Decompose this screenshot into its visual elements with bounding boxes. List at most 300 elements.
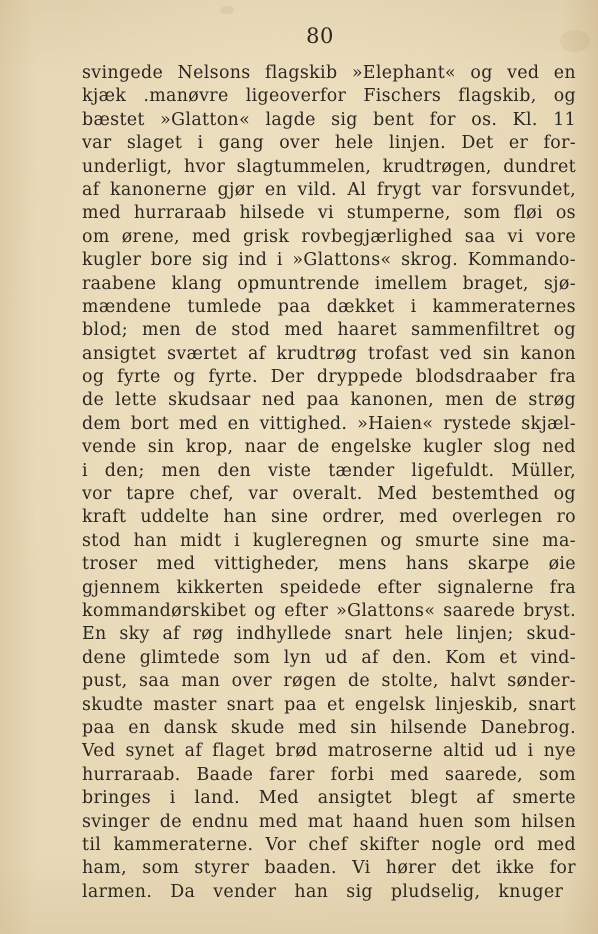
word: saa: [138, 671, 170, 692]
word: men: [161, 460, 201, 481]
word: naar: [244, 437, 287, 458]
text-line: [82, 109, 576, 132]
word: i: [527, 741, 534, 762]
word: som: [463, 203, 501, 224]
word: skarpe: [467, 554, 530, 575]
word: og: [553, 320, 576, 341]
word: stolte,: [381, 671, 439, 692]
word: Kom: [445, 647, 486, 668]
word: øie: [548, 554, 576, 575]
word: røg: [192, 624, 224, 645]
word: larmen.: [82, 881, 153, 902]
word: af: [248, 343, 266, 364]
word: han: [133, 530, 168, 551]
word: slagtummelen,: [236, 156, 372, 177]
word: vind-: [530, 647, 576, 668]
text-line: [82, 600, 576, 623]
word: fra: [549, 577, 576, 598]
word: vende: [82, 437, 137, 458]
word: 11: [553, 109, 576, 130]
body-text: [82, 62, 576, 904]
word: den.: [392, 647, 432, 668]
text-line: [82, 670, 576, 693]
text-line: [82, 764, 576, 787]
word: man: [181, 671, 221, 692]
word: smerte: [512, 788, 576, 809]
word: paa: [306, 390, 340, 411]
word: de: [159, 811, 182, 832]
word: haand: [352, 811, 409, 832]
word: styrer: [194, 858, 250, 879]
word: flagskib: [264, 63, 338, 83]
word: ma-: [542, 530, 576, 551]
word: ud: [324, 647, 348, 668]
word: hurraraab: [133, 203, 227, 224]
word: snart: [226, 694, 275, 715]
word: land.: [194, 788, 240, 809]
word: og: [82, 367, 105, 388]
word: os: [555, 203, 576, 224]
word: i: [276, 250, 283, 271]
word: overlegen: [452, 507, 543, 528]
text-line: [82, 273, 576, 296]
word: blegt: [410, 788, 458, 809]
word: i: [410, 296, 417, 317]
word: Al: [347, 179, 367, 200]
text-line: [82, 483, 576, 506]
word: »Glattons«: [292, 250, 392, 271]
word: en: [264, 179, 288, 200]
word: fløi: [513, 203, 543, 224]
word: imellem: [374, 273, 448, 294]
text-line: [82, 85, 576, 108]
word: snart: [528, 694, 576, 715]
word: gang: [218, 133, 264, 154]
word: hele: [404, 624, 444, 645]
word: kugler: [423, 437, 483, 458]
word: fyrte.: [208, 367, 258, 388]
word: altid: [443, 741, 485, 762]
word: dryppede: [316, 367, 403, 388]
word: synet: [125, 741, 175, 762]
word: Danebrog.: [480, 717, 576, 738]
word: den: [217, 460, 252, 481]
text-line: [82, 296, 576, 319]
word: krop,: [185, 437, 234, 458]
word: vor: [82, 484, 112, 505]
word: linjen.: [388, 133, 447, 154]
word: ned: [261, 390, 296, 411]
text-line: [82, 319, 576, 342]
word: lagde: [265, 109, 316, 130]
word: vi: [317, 203, 334, 224]
word: Det: [461, 133, 494, 154]
word: smurte: [415, 530, 480, 551]
word: Nelsons: [177, 63, 251, 83]
word: viste: [267, 460, 312, 481]
word: mændene: [82, 296, 172, 317]
word: ud: [494, 741, 518, 762]
word: til: [82, 834, 102, 855]
word: overalt.: [292, 484, 363, 505]
word: mens: [338, 554, 387, 575]
word: svingede: [82, 63, 164, 83]
word: med: [82, 203, 121, 224]
word: røgen: [283, 671, 337, 692]
word: master: [153, 694, 217, 715]
word: kraft: [82, 507, 127, 528]
text-line: [82, 694, 576, 717]
word: af: [361, 647, 379, 668]
word: skjæl-: [521, 413, 576, 434]
word: vender: [213, 881, 277, 902]
word: pludselig,: [390, 881, 481, 902]
word: ikke: [496, 858, 535, 879]
word: dansk: [163, 717, 218, 738]
word: vild.: [297, 179, 337, 200]
word: i: [169, 788, 176, 809]
word: for-: [543, 133, 576, 154]
word: med: [192, 226, 231, 247]
word: med: [284, 320, 324, 341]
word: og: [380, 530, 403, 551]
word: matroserne: [327, 741, 433, 762]
word: ørene,: [121, 226, 180, 247]
word: forsvundet,: [471, 179, 576, 200]
word: sammenfiltret: [411, 320, 540, 341]
text-line: [82, 249, 576, 272]
word: endnu: [191, 811, 249, 832]
word: af: [476, 788, 494, 809]
word: lyn: [283, 647, 312, 668]
word: glimtede: [139, 647, 221, 668]
text-line: [82, 389, 576, 412]
word: kikkerten: [176, 577, 264, 598]
word: de: [82, 390, 105, 411]
word: en: [227, 413, 250, 434]
word: »Haien«: [357, 413, 434, 434]
word: forbi: [330, 764, 375, 785]
word: underligt,: [82, 156, 173, 177]
text-line: [82, 343, 576, 366]
word: ind: [238, 250, 268, 271]
word: hører: [385, 858, 437, 879]
word: er: [508, 133, 529, 154]
word: sine: [271, 507, 309, 528]
word: efter: [284, 600, 329, 621]
word: fyrte: [117, 367, 161, 388]
word: bort: [130, 413, 170, 434]
page-stain: [220, 6, 234, 14]
word: det: [451, 858, 481, 879]
word: i: [82, 460, 88, 481]
word: Müller,: [511, 460, 576, 481]
word: hans: [405, 554, 449, 575]
word: frygt: [376, 179, 422, 200]
word: og: [553, 86, 576, 107]
word: midt: [179, 530, 222, 551]
word: skud-: [526, 624, 576, 645]
word: krudtrøg: [276, 343, 358, 364]
text-line: [82, 179, 576, 202]
word: krudtrøgen,: [382, 156, 492, 177]
word: paa: [82, 717, 115, 738]
text-line: [82, 647, 576, 670]
word: med: [156, 554, 196, 575]
word: vi: [507, 226, 524, 247]
word: grisk: [243, 226, 290, 247]
text-line: [82, 366, 576, 389]
word: linjen;: [456, 624, 514, 645]
word: kjæk: [82, 86, 127, 107]
word: slog: [493, 437, 531, 458]
word: ordrer,: [322, 507, 386, 528]
word: ligefuldt.: [411, 460, 495, 481]
word: bæstet: [82, 109, 145, 130]
word: kanon: [520, 343, 576, 364]
word: den;: [104, 460, 145, 481]
text-line: [82, 553, 576, 576]
word: brød: [275, 741, 318, 762]
word: farer: [269, 764, 315, 785]
word: de: [347, 671, 371, 692]
word: ved: [507, 63, 540, 83]
word: gjør: [217, 179, 255, 200]
word: ligeoverfor: [245, 86, 347, 107]
word: med: [399, 507, 439, 528]
word: Ved: [82, 741, 116, 762]
text-line: [82, 226, 576, 249]
word: skrog.: [401, 250, 459, 271]
word: for: [549, 858, 576, 879]
word: speidede: [279, 577, 362, 598]
word: sig: [331, 109, 358, 130]
word: hilsen: [521, 811, 576, 832]
text-line: [82, 857, 576, 880]
word: ved: [439, 343, 473, 364]
word: saarede: [443, 600, 516, 621]
word: et: [499, 647, 518, 668]
word: .manøvre: [143, 86, 229, 107]
text-line: [82, 577, 576, 600]
word: »Elephant«: [351, 63, 457, 83]
word: stod: [82, 530, 121, 551]
word: en: [553, 63, 576, 83]
word: vittighed.: [259, 413, 348, 434]
word: tapre: [126, 484, 176, 505]
word: huen: [418, 811, 465, 832]
word: med: [258, 811, 298, 832]
word: bore: [150, 250, 193, 271]
word: saarede,: [445, 764, 524, 785]
word: chef,: [189, 484, 234, 505]
word: ham,: [82, 858, 127, 879]
word: kugleregnen: [252, 530, 368, 551]
text-line: [82, 132, 576, 155]
word: som: [474, 811, 512, 832]
word: bryst.: [523, 600, 576, 621]
word: sværtet: [167, 343, 238, 364]
text-line: [82, 811, 576, 834]
word: som: [142, 858, 180, 879]
word: engelsk: [354, 694, 426, 715]
word: Vi: [352, 858, 371, 879]
word: som: [539, 764, 576, 785]
word: chef: [308, 834, 348, 855]
word: for: [429, 109, 456, 130]
word: sin: [482, 343, 510, 364]
word: tumlede: [187, 296, 262, 317]
word: blod;: [82, 320, 128, 341]
word: var: [431, 179, 462, 200]
word: hele: [334, 133, 374, 154]
word: i: [197, 133, 204, 154]
text-line: [82, 413, 576, 436]
word: skudsaar: [168, 390, 251, 411]
word: Vor: [265, 834, 297, 855]
word: ned: [542, 437, 576, 458]
word: Med: [258, 788, 299, 809]
word: braget,: [462, 273, 529, 294]
word: kugler: [82, 250, 142, 271]
word: »Glatton«: [160, 109, 251, 130]
word: de: [495, 390, 518, 411]
word: bringes: [82, 788, 152, 809]
word: hilsende: [390, 717, 468, 738]
page-number: 80: [306, 24, 334, 48]
word: over: [279, 133, 320, 154]
word: med: [536, 834, 576, 855]
word: hvor: [183, 156, 226, 177]
text-line: [82, 156, 576, 179]
word: halvt: [450, 671, 496, 692]
word: dundret: [503, 156, 576, 177]
word: dene: [82, 647, 127, 668]
word: han: [294, 881, 329, 902]
word: om: [82, 226, 110, 247]
word: troser: [82, 554, 138, 575]
word: nogle: [431, 834, 482, 855]
word: skifter: [359, 834, 420, 855]
word: men: [141, 320, 182, 341]
word: af: [184, 741, 203, 762]
word: bent: [373, 109, 415, 130]
word: og: [553, 484, 576, 505]
word: og: [254, 600, 277, 621]
word: paa: [277, 296, 311, 317]
word: sine: [492, 530, 530, 551]
word: flaget: [212, 741, 266, 762]
word: sky: [119, 624, 150, 645]
word: opmuntrende: [237, 273, 360, 294]
word: efter: [377, 577, 422, 598]
word: lette: [115, 390, 158, 411]
word: Med: [377, 484, 418, 505]
word: sjø-: [543, 273, 576, 294]
word: sig: [346, 881, 373, 902]
word: knuger: [498, 881, 564, 902]
text-line: [82, 460, 576, 483]
word: dem: [82, 413, 121, 434]
word: skude: [230, 717, 285, 738]
text-line: [82, 787, 576, 810]
text-line: [82, 717, 576, 740]
word: ansigtet: [82, 343, 157, 364]
word: hurraraab.: [82, 764, 181, 785]
word: i: [234, 530, 241, 551]
word: paa: [284, 694, 317, 715]
word: Kommando-: [467, 250, 576, 271]
word: snart: [344, 624, 392, 645]
word: haaret: [337, 320, 397, 341]
word: ro: [556, 507, 576, 528]
word: Baade: [196, 764, 254, 785]
word: blodsdraaber: [415, 367, 538, 388]
word: ansigtet: [317, 788, 392, 809]
word: saa: [464, 226, 496, 247]
word: pust,: [82, 671, 128, 692]
word: af: [162, 624, 180, 645]
word: kammeraternes: [432, 296, 576, 317]
word: »Glattons«: [336, 600, 436, 621]
word: en: [128, 717, 151, 738]
text-line: [82, 740, 576, 763]
word: linjeskib,: [435, 694, 519, 715]
word: og: [173, 367, 196, 388]
word: Kl.: [512, 109, 538, 130]
word: stod: [231, 320, 271, 341]
text-line: [82, 881, 576, 904]
word: af: [82, 179, 100, 200]
text-line: [82, 506, 576, 529]
word: var: [82, 133, 112, 154]
word: Der: [270, 367, 305, 388]
text-line: [82, 62, 576, 85]
word: rovbegjærlighed: [301, 226, 453, 247]
word: kommandørskibet: [82, 600, 247, 621]
word: med: [178, 413, 218, 434]
word: med: [390, 764, 430, 785]
word: dækket: [326, 296, 395, 317]
word: hilsede: [239, 203, 305, 224]
word: over: [231, 671, 272, 692]
word: trofast: [368, 343, 429, 364]
word: uddelte: [140, 507, 210, 528]
word: han: [223, 507, 258, 528]
word: kanonerne: [110, 179, 208, 200]
word: strøg: [528, 390, 576, 411]
word: gjennem: [82, 577, 161, 598]
word: skudte: [82, 694, 144, 715]
word: vittigheder,: [214, 554, 320, 575]
word: En: [82, 624, 107, 645]
word: de: [195, 320, 218, 341]
word: Da: [170, 881, 196, 902]
word: fra: [549, 367, 576, 388]
word: bestemthed: [431, 484, 540, 505]
word: som: [233, 647, 271, 668]
word: rystede: [443, 413, 512, 434]
word: indhyllede: [236, 624, 332, 645]
text-line: [82, 834, 576, 857]
word: svinger: [82, 811, 150, 832]
word: klang: [171, 273, 223, 294]
word: de: [297, 437, 320, 458]
word: med: [297, 717, 337, 738]
word: stumperne,: [346, 203, 451, 224]
word: engelske: [330, 437, 412, 458]
word: men: [445, 390, 485, 411]
